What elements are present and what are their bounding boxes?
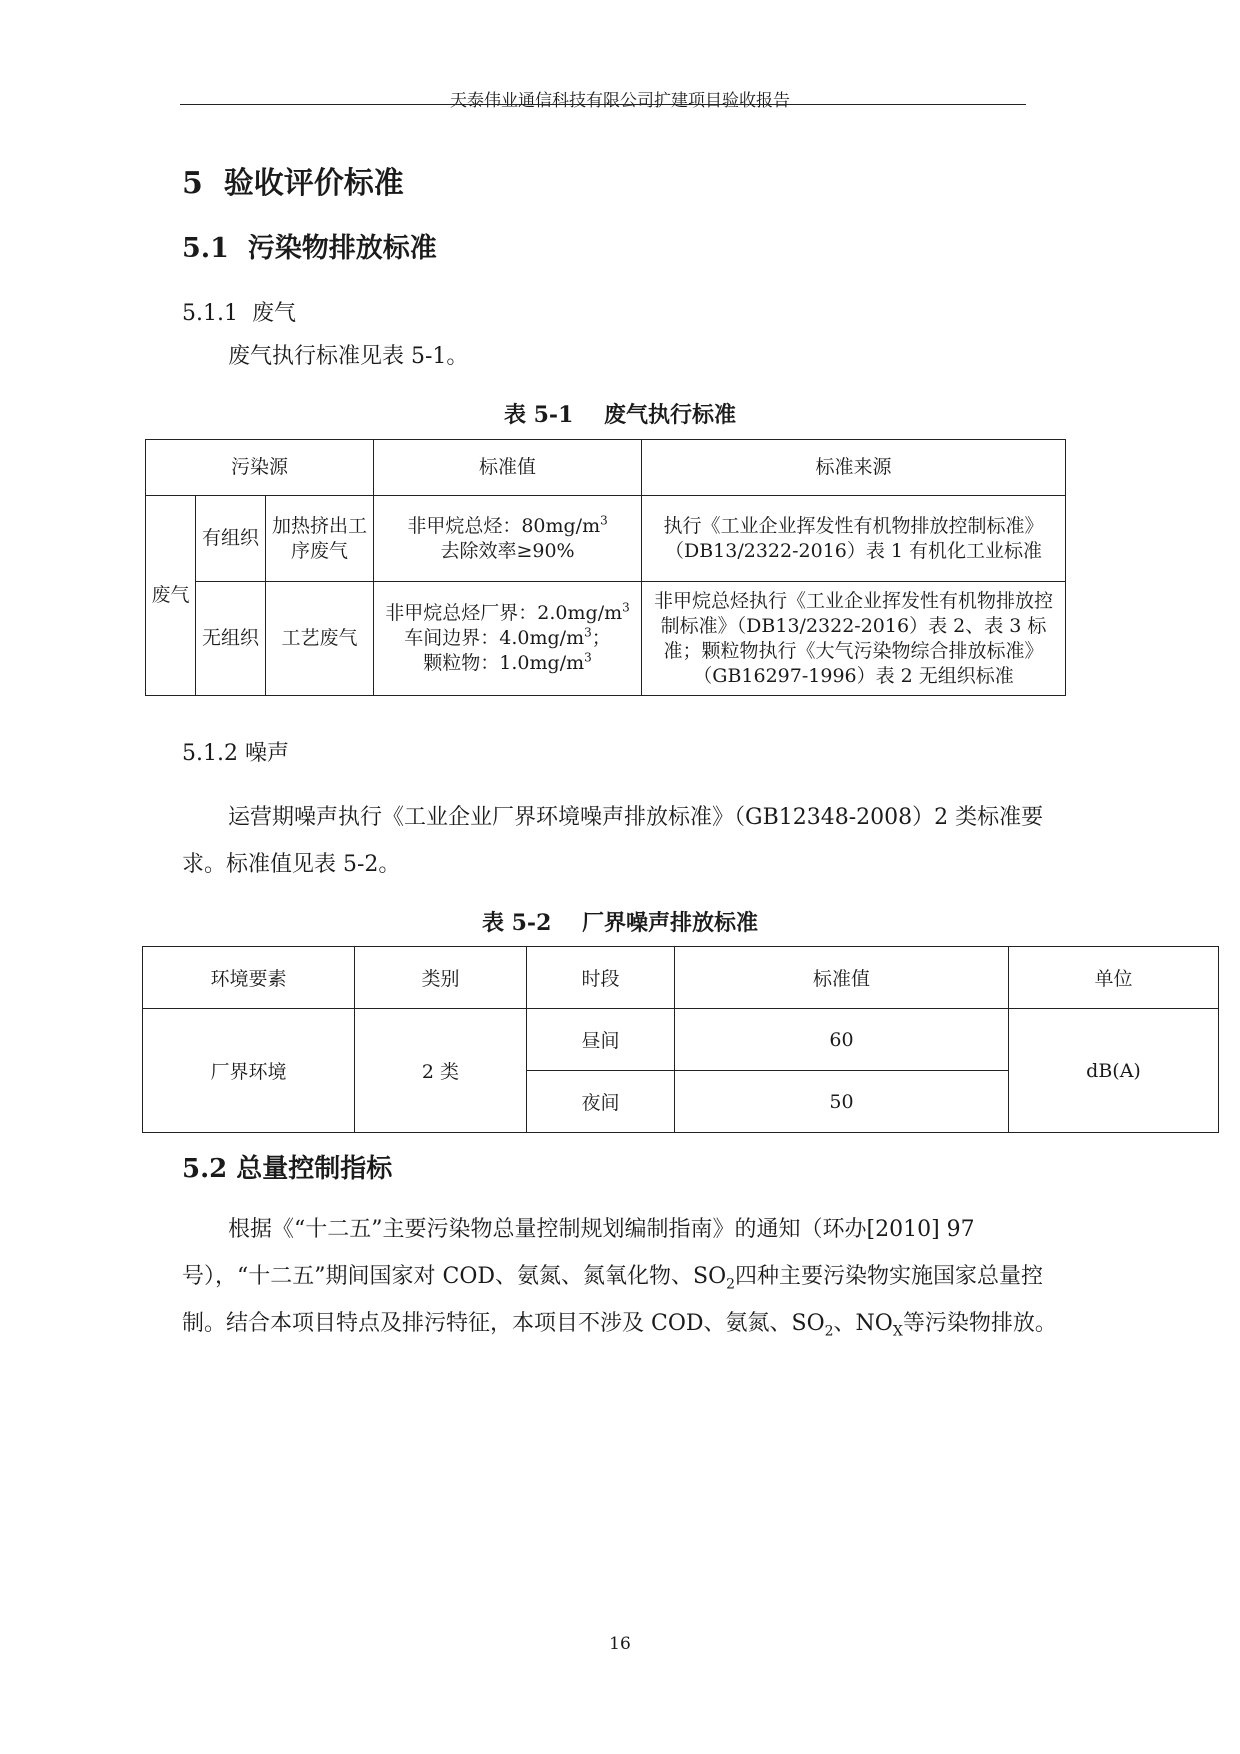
- section-5-2-heading: 5.2 总量控制指标: [182, 1154, 393, 1184]
- header-unit: 单位: [1009, 947, 1219, 1009]
- value-cell: 50: [675, 1071, 1009, 1133]
- page-number: 16: [609, 1634, 631, 1654]
- total-control-paragraph: 根据《“十二五”主要污染物总量控制规划编制指南》的通知（环办[2010] 97 号），“十二五”期间国家对 COD、氨氮、氮氧化物、$SO_2$四种主要污染物实施国家总量控制。结合本项目特点及排污特征，本项目不涉及 COD、氨氮、$SO_2$、$NO_X$等污染物排放。: [182, 1217, 1057, 1340]
- header-rule: [180, 104, 1026, 105]
- category-waste-gas: 废气: [146, 496, 196, 696]
- table-5-2-caption: 表 5-2 厂界噪声排放标准: [481, 910, 759, 936]
- row-standard-value: 非甲烷总烃：$80mg/m^3$ 去除效率≥90%: [374, 496, 642, 582]
- table-row: [143, 1009, 1219, 1071]
- header-period: 时段: [527, 947, 675, 1009]
- waste-gas-standard-table: [145, 439, 1066, 696]
- section-5-1-1-heading: 5.1.1 废气: [182, 301, 296, 326]
- table-row: [146, 496, 1066, 582]
- section-5-heading: 5 验收评价标准: [182, 166, 404, 201]
- header-env-element: 环境要素: [143, 947, 355, 1009]
- noise-paragraph: 运营期噪声执行《工业企业厂界环境噪声排放标准》（GB12348-2008）2 类标准要求。标准值见表 5-2。: [182, 805, 1044, 877]
- table-header-row: [146, 440, 1066, 496]
- row-type: 无组织: [196, 582, 266, 696]
- header-pollution-source: 污染源: [146, 440, 374, 496]
- table-row: [146, 582, 1066, 696]
- row-type: 有组织: [196, 496, 266, 582]
- row-standard-value: 非甲烷总烃厂界：$2.0mg/m^3$ 车间边界：$4.0mg/m^3$； 颗粒物：$1.0mg/m^3$: [374, 582, 642, 696]
- header-standard-source: 标准来源: [642, 440, 1066, 496]
- env-element-cell: 厂界环境: [143, 1009, 355, 1133]
- value-cell: 60: [675, 1009, 1009, 1071]
- section-5-1-heading: 5.1 污染物排放标准: [182, 233, 437, 264]
- waste-gas-intro: 废气执行标准见表 5-1。: [228, 344, 469, 369]
- row-process: 加热挤出工序废气: [266, 496, 374, 582]
- header-standard-value: 标准值: [374, 440, 642, 496]
- period-cell: 昼间: [527, 1009, 675, 1071]
- header-standard-value: 标准值: [675, 947, 1009, 1009]
- row-standard-source: 执行《工业企业挥发性有机物排放控制标准》（DB13/2322-2016）表 1 有机化工业标准: [642, 496, 1066, 582]
- section-5-1-2-heading: 5.1.2 噪声: [182, 741, 289, 766]
- row-process: 工艺废气: [266, 582, 374, 696]
- row-standard-source: 非甲烷总烃执行《工业企业挥发性有机物排放控制标准》（DB13/2322-2016）表 2、表 3 标准；颗粒物执行《大气污染物综合排放标准》（GB16297-1996）表 2 无组织标准: [642, 582, 1066, 696]
- noise-standard-table: [142, 946, 1219, 1133]
- header-category: 类别: [355, 947, 527, 1009]
- table-5-1-caption: 表 5-1 废气执行标准: [503, 402, 737, 428]
- running-header: 天泰伟业通信科技有限公司扩建项目验收报告: [450, 91, 790, 111]
- period-cell: 夜间: [527, 1071, 675, 1133]
- category-cell: 2 类: [355, 1009, 527, 1133]
- table-header-row: [143, 947, 1219, 1009]
- unit-cell: dB(A): [1009, 1009, 1219, 1133]
